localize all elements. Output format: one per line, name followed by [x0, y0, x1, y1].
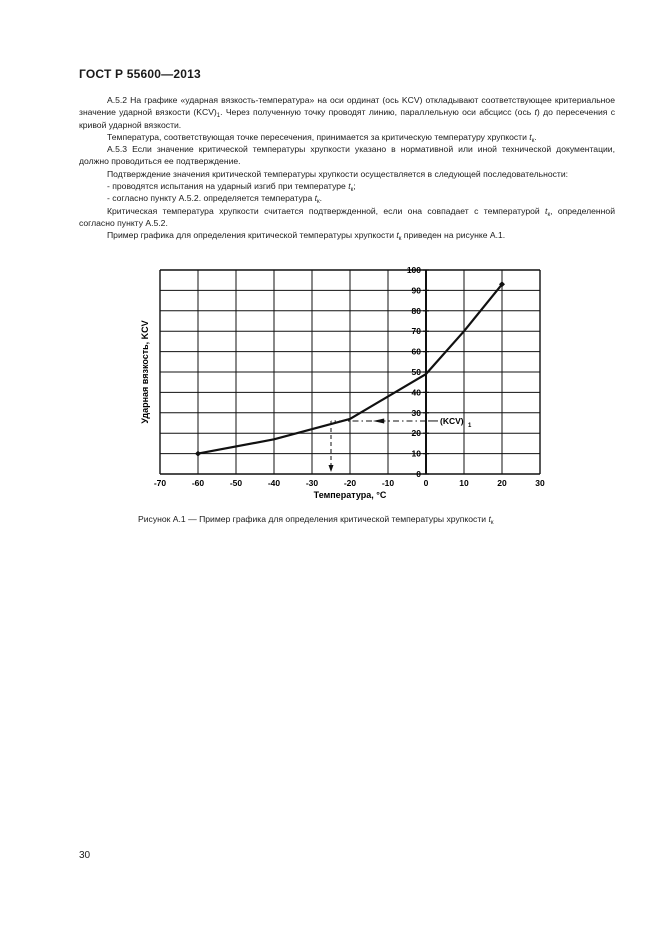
y-tick-label: 40 — [411, 387, 421, 398]
page-number: 30 — [79, 850, 91, 861]
x-tick-label: 20 — [497, 478, 507, 488]
y-tick-label: 50 — [411, 367, 421, 377]
paragraph-a52: А.5.2 На графике «ударная вязкость-температура» на оси ординат (ось KCV) откладывают соответствующее критериальное значение ударной вязкости $(KCV)_1$. Через полученную точку проводят линию, параллельную оси абсцисс (ось t) до пересечения с кривой ударной вязкости. — [79, 95, 615, 130]
y-tick-label: 30 — [411, 407, 421, 418]
x-tick-label: -30 — [305, 478, 319, 488]
x-tick-label: 10 — [459, 478, 469, 488]
arrow-left-icon — [373, 418, 384, 423]
data-point — [195, 451, 201, 457]
paragraph-confirmed: Критическая температура хрупкости считается подтвержденной, если она совпадает с температурой $t_к$, определенной согласно пункту А.5.2. — [79, 205, 615, 228]
impact-toughness-chart — [138, 262, 550, 502]
arrow-down-icon — [329, 465, 334, 472]
figure-caption: Рисунок А.1 — Пример графика для определения критической температуры хрупкости $t_к$ — [138, 514, 494, 526]
x-axis-label: Температура, °С — [313, 490, 387, 500]
x-tick-label: 0 — [423, 478, 429, 488]
x-tick-label: -50 — [229, 478, 243, 488]
x-tick-label: -40 — [267, 478, 281, 488]
paragraph-example: Пример графика для определения критической температуры хрупкости $t_к$ приведен на рисунке А.1. — [107, 230, 506, 243]
x-tick-label: 30 — [535, 478, 545, 488]
chart-grid — [160, 270, 540, 474]
x-tick-label: -10 — [381, 478, 395, 488]
y-tick-label: 90 — [411, 285, 421, 296]
paragraph-temperature: Температура, соответствующая точке пересечения, принимается за критическую температуру хрупкости $t_к$. — [107, 131, 537, 144]
document-header: ГОСТ Р 55600—2013 — [79, 67, 201, 81]
paragraph-a53: А.5.3 Если значение критической температуры хрупкости указано в нормативной или иной технической документации, должно проводиться ее подтверждение. — [79, 144, 615, 167]
x-tick-label: -60 — [191, 478, 205, 488]
kcv-annotation: (KCV) — [440, 415, 464, 426]
paragraph-confirmation: Подтверждение значения критической температуры хрупкости осуществляется в следующей последовательности: — [107, 168, 569, 179]
x-tick-label: -70 — [153, 478, 167, 488]
y-tick-label: 100 — [406, 265, 421, 275]
y-tick-label: 20 — [411, 428, 421, 439]
y-tick-label: 80 — [411, 305, 421, 316]
list-item-determine: - согласно пункту А.5.2. определяется температура $t_к$. — [107, 193, 323, 206]
list-item-impact-test: - проводятся испытания на ударный изгиб при температуре $t_к$; — [107, 181, 356, 194]
y-tick-label: 10 — [411, 448, 421, 459]
kcv-annotation-sub: 1 — [468, 422, 472, 429]
y-tick-label: 0 — [416, 469, 421, 479]
y-tick-label: 70 — [411, 326, 421, 337]
x-tick-label: -20 — [343, 478, 357, 488]
body-text — [79, 94, 615, 242]
y-axis-label: Ударная вязкость, KCV — [140, 320, 150, 424]
y-tick-label: 60 — [411, 346, 421, 357]
x-tick-labels — [154, 478, 545, 488]
